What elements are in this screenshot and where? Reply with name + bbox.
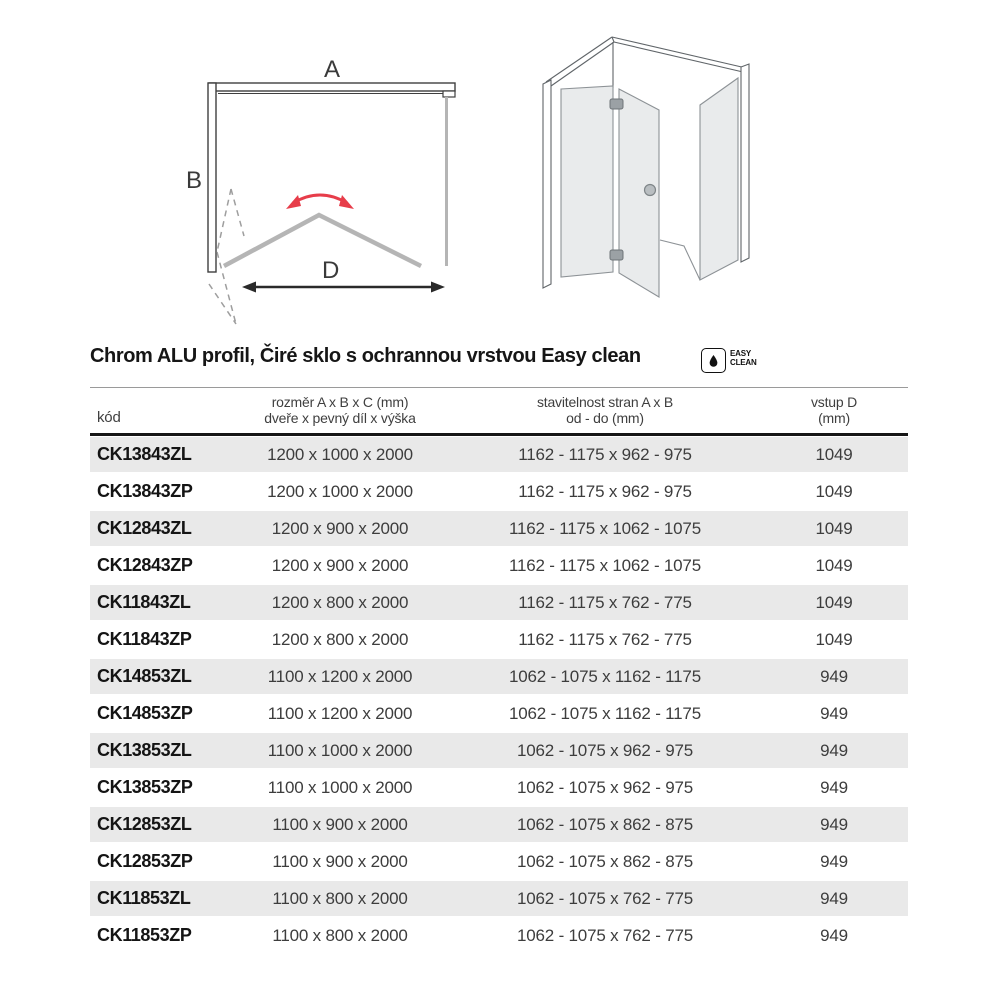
- adjustability-value: 1062 - 1075 x 862 - 875: [517, 814, 693, 834]
- header-adjustability: stavitelnost stran A x B od - do (mm): [536, 394, 674, 426]
- water-drop-icon: [710, 355, 718, 367]
- table-row: [90, 843, 908, 880]
- wall-b: [208, 83, 216, 272]
- table-row: [90, 510, 908, 547]
- adjustability-value: 1162 - 1175 x 962 - 975: [518, 481, 692, 501]
- product-code: CK11853ZL: [97, 888, 191, 908]
- door-hinge-bottom: [610, 250, 623, 260]
- entry-width-value: 1049: [815, 444, 853, 464]
- plan-label-d: D: [322, 257, 340, 284]
- header-code: kód: [97, 409, 121, 426]
- adjustability-value: 1162 - 1175 x 762 - 775: [518, 592, 692, 612]
- product-code: CK13853ZL: [97, 740, 192, 760]
- table-row: [90, 769, 908, 806]
- isometric-diagram: [520, 20, 800, 320]
- table-row: [90, 473, 908, 510]
- dimensions-value: 1100 x 1200 x 2000: [267, 703, 413, 723]
- product-code: CK14853ZL: [97, 666, 192, 686]
- dimensions-value: 1100 x 800 x 2000: [272, 925, 408, 945]
- table-row: [90, 584, 908, 621]
- adjustability-value: 1062 - 1075 x 762 - 775: [517, 888, 693, 908]
- left-glass-panel: [561, 86, 613, 277]
- adjustability-value: 1062 - 1075 x 1162 - 1175: [509, 703, 701, 723]
- product-code: CK13843ZL: [97, 444, 192, 464]
- entry-width-value: 1049: [815, 555, 853, 575]
- adjustability-value: 1162 - 1175 x 962 - 975: [518, 444, 692, 464]
- adjustability-value: 1062 - 1075 x 862 - 875: [517, 851, 693, 871]
- entry-width-value: 949: [820, 851, 848, 871]
- top-rail: [546, 37, 746, 88]
- wall-a: [209, 83, 455, 97]
- easy-clean-icon: [701, 348, 726, 373]
- product-code: CK13853ZP: [97, 777, 193, 797]
- plan-label-a: A: [324, 56, 341, 83]
- adjustability-value: 1162 - 1175 x 1062 - 1075: [509, 555, 701, 575]
- header-dimensions: rozměr A x B x C (mm) dveře x pevný díl x výška: [264, 394, 416, 426]
- entry-dimension-arrow: [242, 282, 445, 293]
- table-row: [90, 806, 908, 843]
- adjustability-value: 1162 - 1175 x 1062 - 1075: [509, 518, 701, 538]
- dimensions-value: 1200 x 1000 x 2000: [267, 481, 413, 501]
- easy-clean-label: EASY CLEAN: [730, 349, 757, 367]
- dimensions-value: 1200 x 800 x 2000: [271, 592, 409, 612]
- right-glass-panel: [700, 78, 738, 280]
- entry-width-value: 949: [820, 740, 848, 760]
- product-code: CK12843ZL: [97, 518, 192, 538]
- table-row: [90, 547, 908, 584]
- product-code: CK12843ZP: [97, 555, 193, 575]
- product-code: CK13843ZP: [97, 481, 193, 501]
- table-row: [90, 436, 908, 473]
- product-code: CK12853ZP: [97, 851, 193, 871]
- adjustability-value: 1062 - 1075 x 962 - 975: [517, 777, 693, 797]
- product-code: CK14853ZP: [97, 703, 193, 723]
- product-code: CK11843ZP: [97, 629, 192, 649]
- adjustability-value: 1162 - 1175 x 762 - 775: [518, 629, 692, 649]
- dimensions-value: 1200 x 900 x 2000: [271, 518, 409, 538]
- dimensions-value: 1100 x 1200 x 2000: [267, 666, 413, 686]
- plan-diagram: [140, 30, 480, 340]
- entry-width-value: 949: [820, 666, 848, 686]
- entry-width-value: 1049: [815, 592, 853, 612]
- dimensions-value: 1100 x 1000 x 2000: [267, 777, 413, 797]
- adjustability-value: 1062 - 1075 x 762 - 775: [517, 925, 693, 945]
- adjustability-value: 1062 - 1075 x 1162 - 1175: [509, 666, 701, 686]
- door-hinge-top: [610, 99, 623, 109]
- page-title: Chrom ALU profil, Čiré sklo s ochrannou vrstvou Easy clean: [90, 345, 641, 367]
- table-body: [90, 436, 908, 954]
- product-spec-table: [90, 387, 908, 954]
- door-knob: [645, 185, 656, 196]
- dimensions-value: 1200 x 900 x 2000: [271, 555, 409, 575]
- entry-width-value: 949: [820, 814, 848, 834]
- table-row: [90, 880, 908, 917]
- adjustability-value: 1062 - 1075 x 962 - 975: [517, 740, 693, 760]
- right-wall-profile: [741, 64, 749, 262]
- entry-width-value: 949: [820, 888, 848, 908]
- threshold-line: [660, 240, 700, 280]
- dimensions-value: 1200 x 1000 x 2000: [267, 444, 413, 464]
- table-row: [90, 917, 908, 954]
- product-code: CK12853ZL: [97, 814, 192, 834]
- entry-width-value: 1049: [815, 481, 853, 501]
- plan-label-b: B: [186, 167, 203, 194]
- table-row: [90, 621, 908, 658]
- table-header-row: [90, 387, 908, 436]
- swing-arrow-icon: [286, 195, 354, 209]
- entry-width-value: 949: [820, 925, 848, 945]
- dimensions-value: 1100 x 800 x 2000: [272, 888, 408, 908]
- product-code: CK11843ZL: [97, 592, 191, 612]
- entry-width-value: 949: [820, 703, 848, 723]
- table-row: [90, 695, 908, 732]
- entry-width-value: 1049: [815, 629, 853, 649]
- dimensions-value: 1100 x 900 x 2000: [272, 814, 408, 834]
- dimensions-value: 1200 x 800 x 2000: [271, 629, 409, 649]
- entry-width-value: 949: [820, 777, 848, 797]
- header-entry-width: vstup D (mm): [810, 394, 858, 426]
- entry-width-value: 1049: [815, 518, 853, 538]
- left-wall-profile: [543, 80, 551, 288]
- table-row: [90, 658, 908, 695]
- dimensions-value: 1100 x 900 x 2000: [272, 851, 408, 871]
- table-row: [90, 732, 908, 769]
- product-code: CK11853ZP: [97, 925, 192, 945]
- dimensions-value: 1100 x 1000 x 2000: [267, 740, 413, 760]
